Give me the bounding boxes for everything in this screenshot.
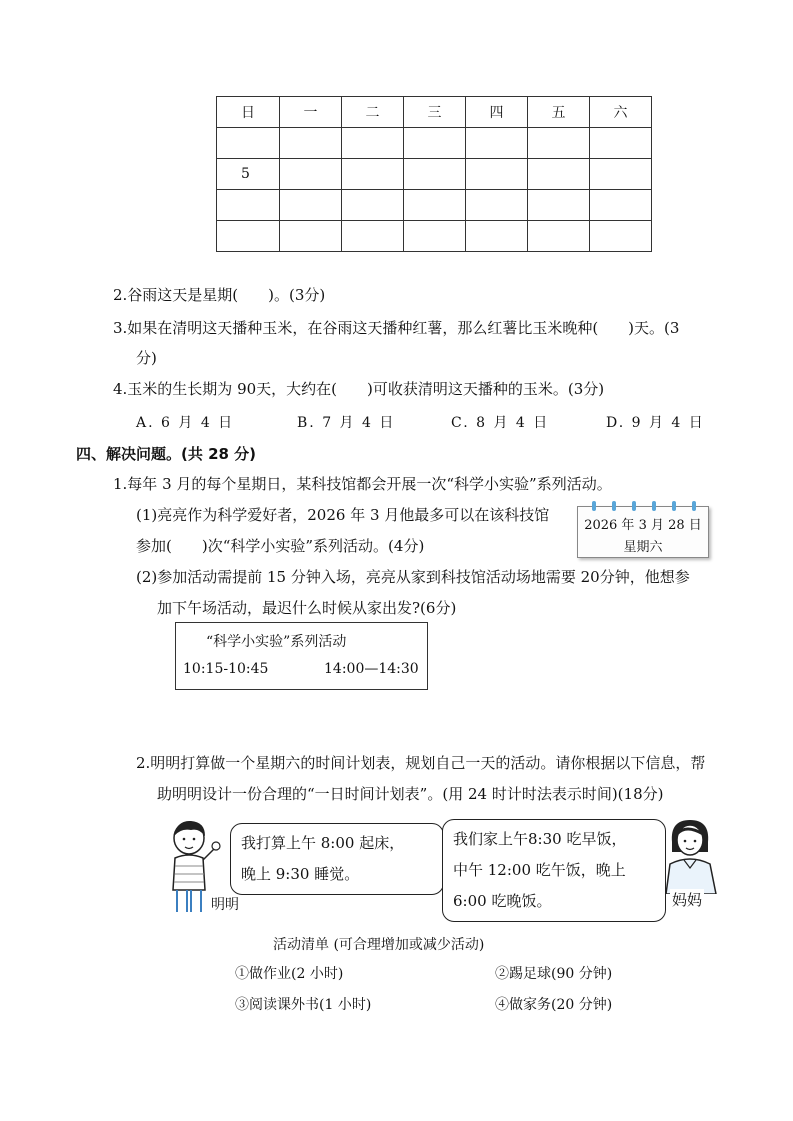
binder-ring (672, 501, 676, 511)
calendar-row (217, 159, 652, 190)
mom-speech-line: 6:00 吃晚饭。 (453, 892, 552, 910)
mingming-name: 明明 (211, 897, 239, 913)
binder-ring (612, 501, 616, 511)
mom-figure-icon (660, 818, 722, 894)
binder-ring (692, 501, 696, 511)
activity-schedule-title: “科学小实验”系列活动 (206, 634, 347, 650)
calendar-header-cell: 一 (280, 97, 342, 128)
calendar-header-cell: 三 (404, 97, 466, 128)
activity-time-morning: 10:15-10:45 (183, 661, 269, 677)
calendar-row (217, 190, 652, 221)
problem-1-q2-line2: 加下午场活动，最迟什么时候从家出发?(6分) (157, 599, 457, 617)
question-3-3-line1: 3.如果在清明这天播种玉米，在谷雨这天播种红薯，那么红薯比玉米晚种( )天。(3 (113, 319, 680, 337)
calendar-row (217, 221, 652, 252)
activity-item: ④做家务(20 分钟) (495, 997, 613, 1013)
calendar-header-cell: 六 (590, 97, 652, 128)
mom-speech-bubble (442, 819, 666, 922)
date-card-date: 2026 年 3 月 28 日 (584, 518, 702, 533)
option-d: D. 9 月 4 日 (606, 415, 705, 431)
problem-2-line1: 2.明明打算做一个星期六的时间计划表，规划自己一天的活动。请你根据以下信息，帮 (136, 754, 706, 772)
question-3-3-line2: 分) (136, 349, 157, 367)
problem-2-line2: 助明明设计一份合理的“一日时间计划表”。(用 24 时计时法表示时间)(18分) (157, 785, 664, 803)
question-3-4: 4.玉米的生长期为 90天，大约在( )可收获清明这天播种的玉米。(3分) (113, 380, 605, 398)
mom-speech-line: 我们家上午8:30 吃早饭， (453, 830, 627, 848)
date-card (577, 506, 709, 558)
problem-1-intro: 1.每年 3 月的每个星期日，某科技馆都会开展一次“科学小实验”系列活动。 (113, 475, 612, 493)
calendar-cell-5: 5 (217, 159, 280, 190)
calendar-header-cell: 日 (217, 97, 280, 128)
activity-time-afternoon: 14:00—14:30 (324, 661, 419, 677)
calendar-table (216, 96, 652, 252)
binder-ring (632, 501, 636, 511)
problem-1-q1-line1: (1)亮亮作为科学爱好者，2026 年 3 月他最多可以在该科技馆 (136, 506, 550, 524)
calendar-header-cell: 四 (466, 97, 528, 128)
mingming-speech-bubble (230, 823, 444, 895)
activity-item: ①做作业(2 小时) (235, 966, 344, 982)
option-c: C. 8 月 4 日 (451, 415, 550, 431)
activity-item: ③阅读课外书(1 小时) (235, 997, 372, 1013)
option-b: B. 7 月 4 日 (297, 415, 396, 431)
section-4-title: 四、解决问题。(共 28 分) (76, 445, 257, 463)
binder-ring (652, 501, 656, 511)
binder-ring (592, 501, 596, 511)
calendar-header-cell: 二 (342, 97, 404, 128)
activity-schedule-box (175, 622, 428, 690)
calendar-header-row (217, 97, 652, 128)
mingming-speech-line: 晚上 9:30 睡觉。 (241, 865, 360, 883)
date-card-weekday: 星期六 (623, 540, 663, 555)
problem-1-q1-line2: 参加( )次“科学小实验”系列活动。(4分) (136, 537, 425, 555)
option-a: A. 6 月 4 日 (136, 415, 235, 431)
activity-list-title: 活动清单 (可合理增加或减少活动) (273, 937, 485, 953)
mom-speech-line: 中午 12:00 吃午饭，晚上 (453, 861, 626, 879)
problem-1-q2-line1: (2)参加活动需提前 15 分钟入场，亮亮从家到科技馆活动场地需要 20分钟，他想参 (136, 568, 690, 586)
calendar-header-cell: 五 (528, 97, 590, 128)
mingming-speech-line: 我打算上午 8:00 起床， (241, 834, 405, 852)
question-3-2: 2.谷雨这天是星期( )。(3分) (113, 286, 326, 304)
calendar-row (217, 128, 652, 159)
activity-item: ②踢足球(90 分钟) (495, 966, 613, 982)
mom-name: 妈妈 (672, 891, 703, 909)
